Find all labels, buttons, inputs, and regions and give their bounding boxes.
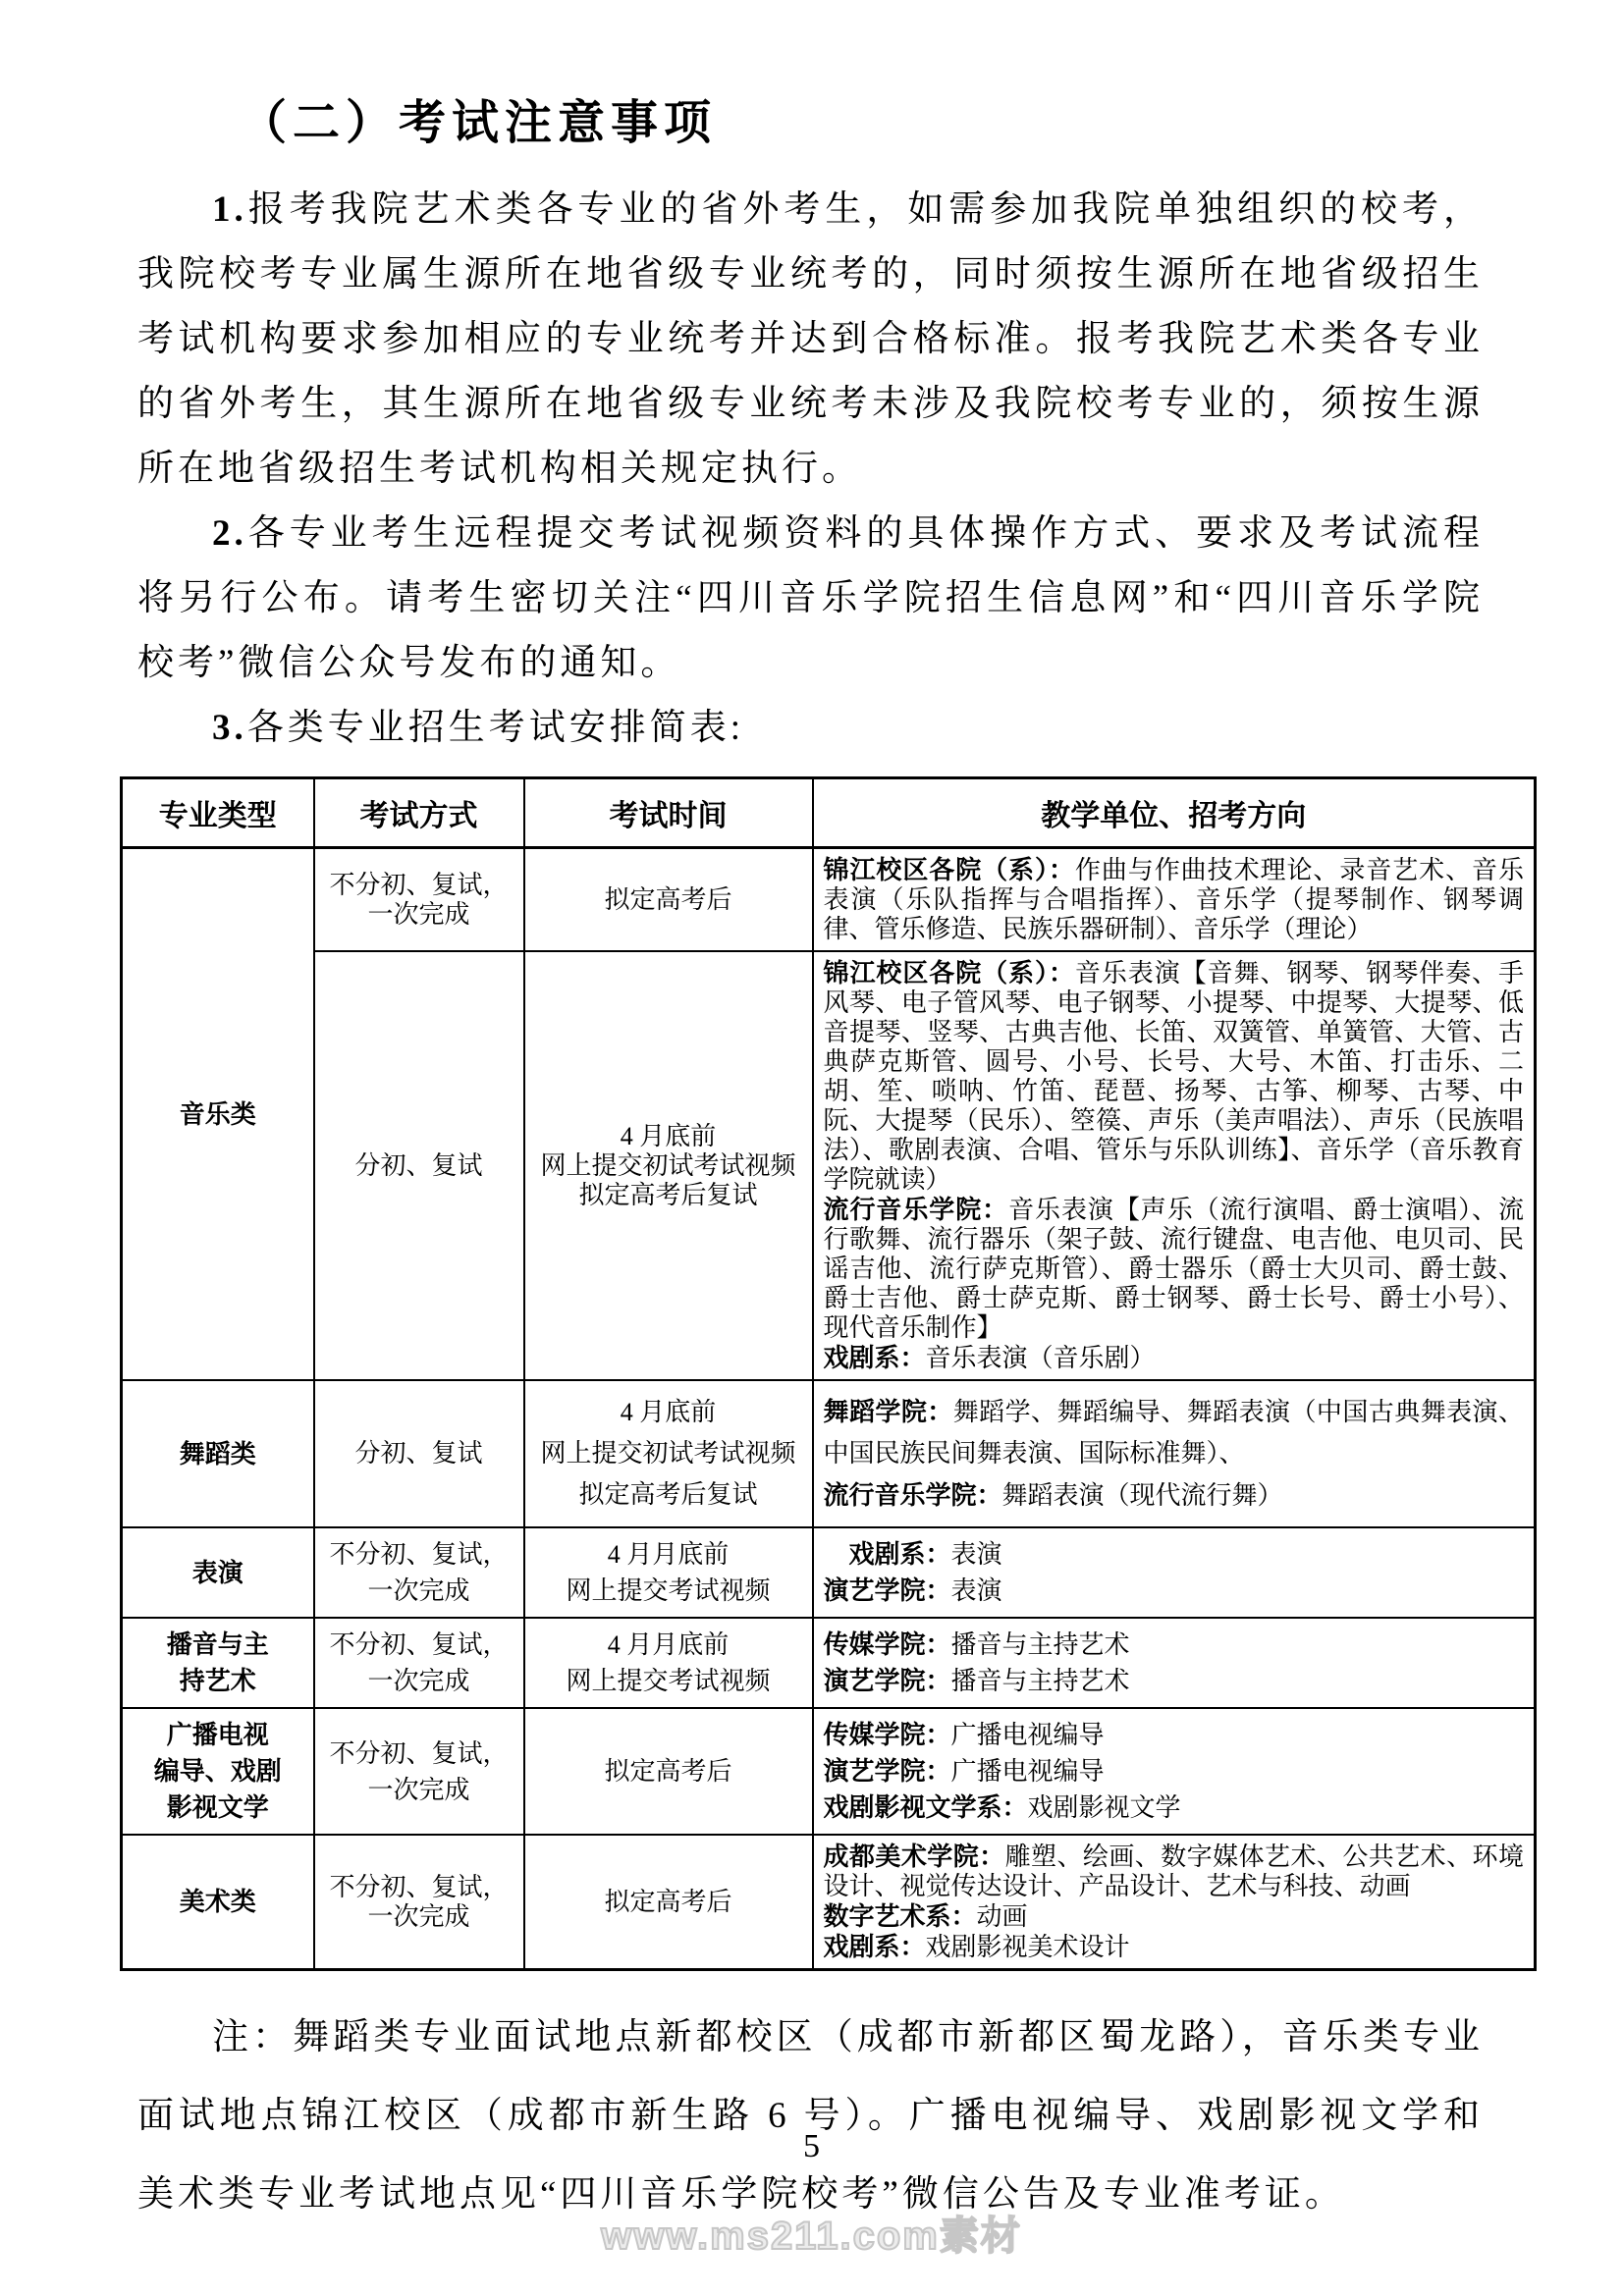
cell-text: 作曲与作曲技术理论、录音艺术、音乐表演（乐队指挥与合唱指挥）、音乐学（提琴制作、钢琴调律、管乐修造、民族乐器研制）、音乐学（理论） (823, 856, 1524, 943)
exam-time-cell (524, 951, 813, 1380)
cell-text: 音乐表演【声乐（流行演唱、爵士演唱）、流行歌舞、流行器乐（架子鼓、流行键盘、电吉他、电贝司、民谣吉他、流行萨克斯管）、爵士器乐（爵士大贝司、爵士鼓、爵士吉他、爵士萨克斯、爵士钢琴、爵士长号、爵士小号）、现代音乐制作】 (823, 1196, 1524, 1342)
cell-text: 不分初、复试， (329, 1738, 509, 1768)
cell-text: 动画 (976, 1902, 1028, 1931)
category-cell (122, 1380, 314, 1527)
table-header-row (122, 778, 1536, 848)
note (137, 1999, 1484, 2234)
cell-text: 不分初、复试， (329, 1872, 509, 1901)
unit-label: 流行音乐学院： (823, 1195, 1009, 1224)
table-row (122, 951, 1536, 1380)
exam-mode-cell (314, 1835, 524, 1970)
column-header-category: 专业类型 (122, 778, 314, 848)
unit-label: 戏剧影视文学系： (823, 1792, 1028, 1822)
paragraph-2 (137, 502, 1484, 696)
note-text: 注：舞蹈类专业面试地点新都校区（成都市新都区蜀龙路），音乐类专业面试地点锦江校区（成都市新生路 6 号）。广播电视编导、戏剧影视文学和美术类专业考试地点见“四川音乐学院校考”微信公告及专业准考证。 (137, 2017, 1484, 2215)
table-row (122, 1527, 1536, 1618)
cell-text: 戏剧影视文学 (1027, 1793, 1181, 1822)
exam-time-cell (524, 1618, 813, 1708)
exam-schedule-table (120, 776, 1537, 1971)
cell-text: 舞蹈学、舞蹈编导、舞蹈表演（中国古典舞表演、中国民族民间舞表演、国际标准舞）、 (823, 1398, 1524, 1468)
unit-label: 戏剧系： (848, 1539, 951, 1569)
category-cell (122, 1708, 314, 1835)
unit-direction-cell (813, 1380, 1536, 1527)
unit-label: 持艺术 (179, 1666, 256, 1695)
cell-text: 拟定高考后 (604, 1757, 732, 1786)
exam-time-cell (524, 1708, 813, 1835)
page-number: 5 (803, 2128, 820, 2164)
exam-mode-cell (314, 951, 524, 1380)
table-row (122, 1618, 1536, 1708)
table-row (122, 1380, 1536, 1527)
unit-direction-cell (813, 951, 1536, 1380)
section-heading: （二）考试注意事项 (240, 97, 718, 149)
cell-text: 不分初、复试， (329, 1540, 509, 1569)
unit-direction-cell (813, 1527, 1536, 1618)
cell-text: 分初、复试 (354, 1150, 483, 1180)
paragraph-2-text: 各专业考生远程提交考试视频资料的具体操作方式、要求及考试流程将另行公布。请考生密切关注“四川音乐学院招生信息网”和“四川音乐学院校考”微信公众号发布的通知。 (137, 513, 1484, 683)
exam-time-cell (524, 1835, 813, 1970)
unit-label: 演艺学院： (823, 1666, 951, 1695)
cell-text: 一次完成 (367, 1775, 470, 1804)
cell-text: 播音与主持艺术 (950, 1630, 1130, 1659)
cell-text: 一次完成 (367, 1667, 470, 1695)
cell-text: 音乐表演（音乐剧） (925, 1344, 1156, 1372)
cell-text: 一次完成 (367, 1576, 470, 1605)
paragraph-3-number: 3. (212, 708, 247, 748)
cell-text: 音乐表演【音舞、钢琴、钢琴伴奏、手风琴、电子管风琴、电子钢琴、小提琴、中提琴、大提琴、低音提琴、竖琴、古典吉他、长笛、双簧管、单簧管、大管、古典萨克斯管、圆号、小号、长号、大号、木笛、打击乐、二胡、笙、唢呐、竹笛、琵琶、扬琴、古筝、柳琴、古琴、中阮、大提琴（民乐）、箜篌、声乐（美声唱法）、声乐（民族唱法）、歌剧表演、合唱、管乐与乐队训练】、音乐学（音乐教育学院就读） (823, 959, 1524, 1194)
unit-direction-cell (813, 848, 1536, 952)
category-cell (122, 848, 314, 1381)
table-row (122, 848, 1536, 952)
exam-mode-cell (314, 848, 524, 952)
category-cell (122, 1835, 314, 1970)
cell-text: 4 月月底前 (607, 1630, 730, 1659)
paragraph-1-text: 报考我院艺术类各专业的省外考生，如需参加我院单独组织的校考，我院校考专业属生源所在地省级专业统考的，同时须按生源所在地省级招生考试机构要求参加相应的专业统考并达到合格标准。报考我院艺术类各专业的省外考生，其生源所在地省级专业统考未涉及我院校考专业的，须按生源所在地省级招生考试机构相关规定执行。 (137, 189, 1484, 489)
cell-text: 一次完成 (367, 1901, 470, 1931)
unit-label: 广播电视 (166, 1720, 269, 1749)
category-cell (122, 1618, 314, 1708)
cell-text: 分初、复试 (354, 1439, 483, 1468)
exam-mode-cell (314, 1527, 524, 1618)
unit-label: 舞蹈类 (179, 1438, 256, 1468)
watermark: www.ms211.com素材 (601, 2215, 1022, 2258)
exam-time-cell (524, 1380, 813, 1527)
cell-text: 拟定高考后 (604, 1887, 732, 1916)
cell-text: 4 月底前 (620, 1121, 717, 1150)
cell-text: 雕塑、绘画、数字媒体艺术、公共艺术、环境设计、视觉传达设计、产品设计、艺术与科技、动画 (823, 1842, 1524, 1900)
cell-text: 戏剧影视美术设计 (925, 1933, 1130, 1961)
unit-label: 音乐类 (179, 1098, 256, 1129)
cell-text: 拟定高考后复试 (578, 1180, 758, 1209)
unit-label: 锦江校区各院（系）： (823, 958, 1075, 988)
column-header-exam-mode: 考试方式 (314, 778, 524, 848)
exam-time-cell (524, 1527, 813, 1618)
cell-text (824, 1540, 849, 1569)
unit-label: 戏剧系： (823, 1343, 926, 1372)
unit-label: 传媒学院： (823, 1720, 951, 1749)
exam-table-body (122, 848, 1536, 1970)
cell-text: 不分初、复试， (329, 870, 509, 899)
unit-label: 舞蹈学院： (823, 1397, 953, 1426)
cell-text: 4 月底前 (620, 1398, 717, 1426)
exam-mode-cell (314, 1380, 524, 1527)
unit-label: 影视文学 (166, 1792, 269, 1822)
exam-mode-cell (314, 1708, 524, 1835)
unit-label: 戏剧系： (823, 1932, 926, 1961)
cell-text: 拟定高考后 (604, 884, 732, 914)
unit-label: 美术类 (179, 1887, 256, 1916)
column-header-exam-time: 考试时间 (524, 778, 813, 848)
paragraph-1-number: 1. (212, 189, 247, 230)
unit-direction-cell (813, 1618, 1536, 1708)
paragraph-3-text: 各类专业招生考试安排简表: (246, 708, 745, 748)
exam-time-cell (524, 848, 813, 952)
exam-mode-cell (314, 1618, 524, 1708)
paragraph-1 (137, 178, 1484, 502)
column-header-unit-direction: 教学单位、招考方向 (813, 778, 1536, 848)
cell-text: 广播电视编导 (950, 1757, 1105, 1786)
unit-label: 表演 (191, 1557, 243, 1587)
unit-label: 数字艺术系： (823, 1901, 977, 1931)
cell-text: 网上提交初试考试视频 (540, 1439, 796, 1468)
category-cell (122, 1527, 314, 1618)
cell-text: 播音与主持艺术 (950, 1667, 1130, 1695)
unit-label: 演艺学院： (823, 1575, 951, 1605)
table-row (122, 1835, 1536, 1970)
table-row (122, 1708, 1536, 1835)
unit-label: 成都美术学院： (823, 1842, 1005, 1871)
cell-text: 表演 (950, 1540, 1002, 1569)
paragraph-2-number: 2. (212, 513, 247, 554)
cell-text: 网上提交考试视频 (566, 1667, 771, 1695)
cell-text: 4 月月底前 (607, 1540, 730, 1569)
unit-label: 编导、戏剧 (153, 1756, 282, 1786)
unit-direction-cell (813, 1835, 1536, 1970)
cell-text: 表演 (950, 1576, 1002, 1605)
cell-text: 一次完成 (367, 899, 470, 929)
cell-text: 广播电视编导 (950, 1721, 1105, 1749)
unit-direction-cell (813, 1708, 1536, 1835)
unit-label: 演艺学院： (823, 1756, 951, 1786)
unit-label: 锦江校区各院（系）： (823, 855, 1075, 884)
unit-label: 传媒学院： (823, 1629, 951, 1659)
cell-text: 网上提交初试考试视频 (540, 1150, 796, 1180)
cell-text: 网上提交考试视频 (566, 1576, 771, 1605)
unit-label: 流行音乐学院： (823, 1480, 1002, 1510)
cell-text: 舞蹈表演（现代流行舞） (1001, 1481, 1283, 1510)
unit-label: 播音与主 (166, 1629, 269, 1659)
cell-text: 不分初、复试， (329, 1630, 509, 1659)
paragraph-3 (137, 696, 1484, 761)
cell-text: 拟定高考后复试 (578, 1480, 758, 1509)
